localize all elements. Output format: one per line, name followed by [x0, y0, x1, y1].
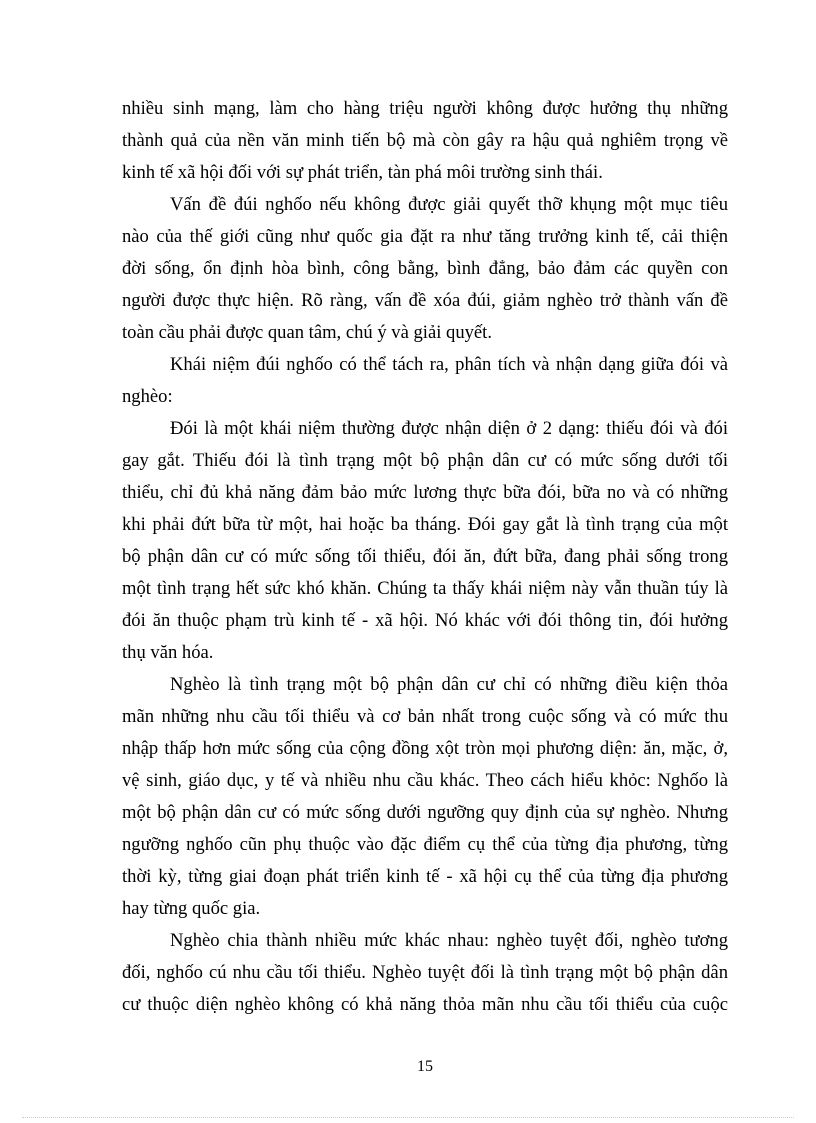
body-text — [122, 93, 728, 1021]
text-line: nhập thấp hơn mức sống của cộng đồng xột tròn mọi phương diện: ăn, mặc, ở, — [122, 738, 728, 759]
paragraph-first-line: Vấn đề đúi nghốo nếu không được giải quyết thỡ khụng một mục tiêu — [170, 194, 728, 215]
text-line: bộ phận dân cư có mức sống tối thiểu, đói ăn, đứt bữa, đang phải sống trong — [122, 546, 728, 567]
text-line: thời kỳ, từng giai đoạn phát triển kinh tế - xã hội cụ thể của từng địa phương — [122, 866, 728, 887]
text-line: đời sống, ổn định hòa bình, công bằng, bình đẳng, bảo đảm các quyền con — [122, 258, 728, 279]
text-line: gay gắt. Thiếu đói là tình trạng một bộ phận dân cư có mức sống dưới tối — [122, 450, 728, 471]
text-line: đói ăn thuộc phạm trù kinh tế - xã hội. Nó khác với đói thông tin, đói hưởng — [122, 610, 728, 631]
text-line: ngưỡng nghốo cũn phụ thuộc vào đặc điểm cụ thể của từng địa phương, từng — [122, 834, 728, 855]
text-line: nhiều sinh mạng, làm cho hàng triệu người không được hưởng thụ những — [122, 98, 728, 119]
text-line: một bộ phận dân cư có mức sống dưới ngưỡng quy định của sự nghèo. Nhưng — [122, 802, 728, 823]
paragraph-first-line: Nghèo là tình trạng một bộ phận dân cư chỉ có những điều kiện thỏa — [170, 674, 728, 695]
text-line: nào của thế giới cũng như quốc gia đặt ra như tăng trưởng kinh tế, cải thiện — [122, 226, 728, 247]
text-line: thụ văn hóa. — [122, 642, 214, 663]
paragraph-first-line: Khái niệm đúi nghốo có thể tách ra, phân tích và nhận dạng giữa đói và — [170, 354, 728, 375]
text-line: vệ sinh, giáo dục, y tế và nhiều nhu cầu khác. Theo cách hiểu khỏc: Nghốo là — [122, 770, 728, 791]
text-line: một tình trạng hết sức khó khăn. Chúng ta thấy khái niệm này vẫn thuần túy là — [122, 578, 728, 599]
text-line: hay từng quốc gia. — [122, 898, 261, 919]
page-number: 15 — [417, 1058, 433, 1075]
text-line: toàn cầu phải được quan tâm, chú ý và giải quyết. — [122, 322, 492, 343]
text-line: cư thuộc diện nghèo không có khả năng thỏa mãn nhu cầu tối thiểu của cuộc — [122, 994, 728, 1015]
text-line: đối, nghốo cú nhu cầu tối thiểu. Nghèo tuyệt đối là tình trạng một bộ phận dân — [122, 962, 728, 983]
paragraph-first-line: Đói là một khái niệm thường được nhận diện ở 2 dạng: thiếu đói và đói — [170, 418, 728, 439]
page-bottom-divider — [22, 1117, 794, 1118]
paragraph-first-line: Nghèo chia thành nhiều mức khác nhau: nghèo tuyệt đối, nghèo tương — [170, 930, 728, 951]
text-line: khi phải đứt bữa từ một, hai hoặc ba tháng. Đói gay gắt là tình trạng của một — [122, 514, 728, 535]
text-line: thành quả của nền văn minh tiến bộ mà còn gây ra hậu quả nghiêm trọng về — [122, 130, 728, 151]
text-line: người được thực hiện. Rõ ràng, vấn đề xóa đúi, giảm nghèo trở thành vấn đề — [122, 290, 728, 311]
text-line: mãn những nhu cầu tối thiểu và cơ bản nhất trong cuộc sống và có mức thu — [122, 706, 728, 727]
text-line: kinh tế xã hội đối với sự phát triển, tàn phá môi trường sinh thái. — [122, 162, 603, 183]
text-line: thiểu, chỉ đủ khả năng đảm bảo mức lương thực bữa đói, bữa no và có những — [122, 482, 728, 503]
text-line: nghèo: — [122, 386, 173, 407]
